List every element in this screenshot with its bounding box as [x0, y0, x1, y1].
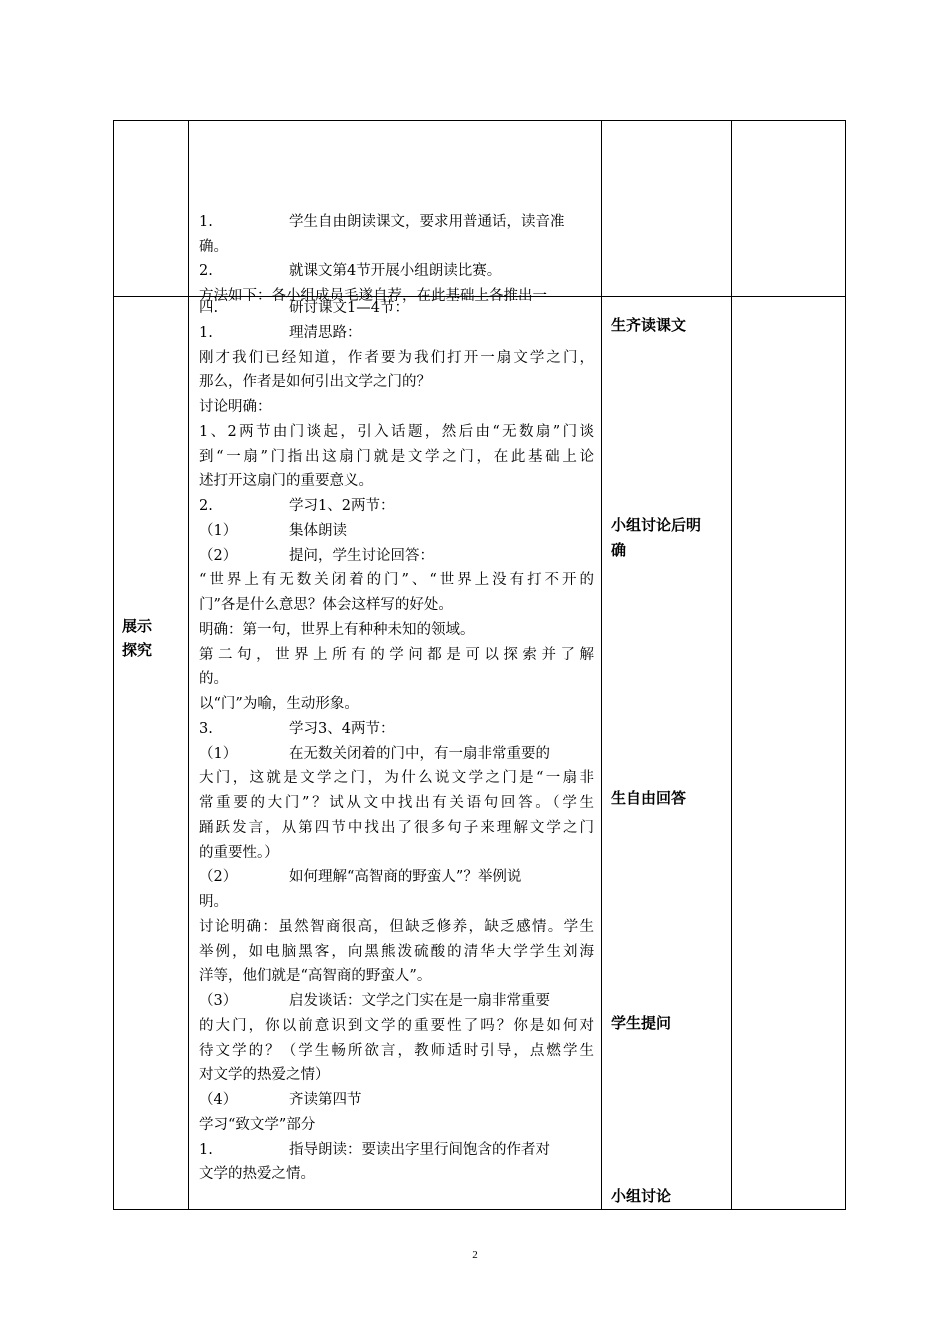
- activity-2: 小组讨论后明: [611, 516, 702, 534]
- line-text: 第二句，世界上所有的学问都是可以探索并了解: [199, 646, 594, 663]
- activity-5: 小组讨论: [611, 1187, 672, 1205]
- line-number: （1）: [199, 522, 238, 539]
- text-line: [199, 210, 594, 234]
- line-number: 2.: [199, 263, 213, 279]
- line-text: 学生自由朗读课文，要求用普通话，读音准: [289, 214, 565, 230]
- line-text: 的。: [199, 671, 228, 688]
- section-label-line1: 展示: [122, 617, 153, 635]
- text-line: [199, 989, 594, 1013]
- text-line: [199, 915, 594, 939]
- text-line: [199, 717, 594, 741]
- line-number: 四.: [199, 300, 219, 316]
- text-line: [199, 445, 594, 469]
- text-line: [199, 321, 594, 345]
- line-number: （2）: [199, 869, 238, 886]
- line-number: （2）: [199, 547, 238, 564]
- text-line: [199, 519, 594, 543]
- column-divider-2: [601, 120, 602, 1210]
- text-line: [199, 865, 594, 889]
- line-text: 学习1、2两节：: [289, 498, 395, 514]
- text-line: [199, 593, 594, 617]
- line-text: 启发谈话：文学之门实在是一扇非常重要: [289, 993, 550, 1009]
- line-text: 齐读第四节: [289, 1092, 362, 1108]
- text-line: [199, 742, 594, 766]
- text-line: [199, 964, 594, 988]
- section-label-line2: 探究: [122, 641, 153, 659]
- table-top-border: [113, 120, 846, 121]
- line-text: 文学的热爱之情。: [199, 1166, 315, 1183]
- line-number: （4）: [199, 1092, 238, 1108]
- text-line: [199, 1039, 594, 1063]
- line-text: 洋等，他们就是“高智商的野蛮人”。: [199, 968, 432, 985]
- line-text: 刚才我们已经知道，作者要为我们打开一扇文学之门，: [199, 349, 594, 366]
- line-text: 踊跃发言，从第四节中找出了很多句子来理解文学之门: [199, 819, 594, 836]
- line-text: “世界上有无数关闭着的门”、“世界上没有打不开的: [199, 572, 594, 589]
- activity-4: 学生提问: [611, 1014, 672, 1032]
- line-text: 到“一扇”门指出这扇门就是文学之门，在此基础上论: [199, 448, 594, 465]
- text-line: [199, 346, 594, 370]
- text-line: [199, 1113, 594, 1137]
- line-text: 大门，这就是文学之门，为什么说文学之门是“一扇非: [199, 770, 594, 787]
- text-line: [199, 791, 594, 815]
- text-line: [199, 568, 594, 592]
- text-line: [199, 395, 594, 419]
- text-line: [199, 816, 594, 840]
- line-text: 如何理解“高智商的野蛮人”？举例说: [289, 869, 522, 886]
- page-number: 2: [472, 1249, 478, 1261]
- text-line: [199, 1138, 594, 1162]
- line-text: 学习3、4两节：: [289, 720, 395, 737]
- line-text: 理清思路：: [289, 324, 362, 341]
- line-text: 明。: [199, 894, 228, 910]
- line-text: 举例，如电脑黑客，向黑熊泼硫酸的清华大学学生刘海: [199, 943, 594, 960]
- line-text: 讨论明确：: [199, 399, 272, 415]
- line-text: 提问，学生讨论回答：: [289, 547, 434, 564]
- line-text: 述打开这扇门的重要意义。: [199, 473, 373, 490]
- line-text: 研讨课文1—4节：: [289, 300, 409, 316]
- line-text: 方法如下：各小组成员毛遂自荐，在此基础上各推出一: [199, 287, 547, 304]
- line-text: 待文学的？（学生畅所欲言，教师适时引导，点燃学生: [199, 1042, 594, 1059]
- line-text: 指导朗读：要读出字里行间饱含的作者对: [289, 1141, 550, 1158]
- text-line: [199, 1014, 594, 1038]
- line-number: （3）: [199, 993, 238, 1009]
- text-line: [199, 235, 594, 259]
- line-number: （1）: [199, 745, 238, 762]
- line-text: 常重要的大门”？试从文中找出有关语句回答。（学生: [199, 795, 594, 811]
- section-label: [122, 614, 152, 662]
- column-divider-1: [188, 120, 189, 1210]
- text-line: [199, 841, 594, 865]
- column-divider-3: [731, 120, 732, 1210]
- line-text: 在无数关闭着的门中，有一扇非常重要的: [289, 745, 550, 762]
- text-line: [199, 1088, 594, 1112]
- table-bottom-border: [113, 1209, 846, 1210]
- text-line: [199, 259, 594, 283]
- text-line: [199, 766, 594, 790]
- text-line: [199, 940, 594, 964]
- line-text: 以“门”为喻，生动形象。: [199, 696, 359, 712]
- line-number: 2.: [199, 498, 213, 514]
- activity-2-cont: 确: [611, 541, 627, 559]
- line-number: 3.: [199, 720, 213, 737]
- text-line: [199, 469, 594, 493]
- line-text: 学习“致文学”部分: [199, 1116, 316, 1133]
- line-text: 明确：第一句，世界上有种种未知的领域。: [199, 621, 475, 638]
- table-right-border: [845, 120, 846, 1210]
- text-line: [199, 890, 594, 914]
- line-text: 1、2两节由门谈起，引入话题，然后由“无数扇”门谈: [199, 423, 594, 440]
- text-line: [199, 544, 594, 568]
- text-line: [199, 370, 594, 394]
- activity-3: 生自由回答: [611, 789, 687, 807]
- line-text: 对文学的热爱之情）: [199, 1067, 330, 1084]
- activity-1: 生齐读课文: [611, 316, 687, 334]
- text-line: [199, 420, 594, 444]
- table-left-border: [113, 120, 114, 1210]
- line-text: 门”各是什么意思？体会这样写的好处。: [199, 597, 453, 613]
- text-line: [199, 1063, 594, 1087]
- text-line: [199, 643, 594, 667]
- text-line: [199, 618, 594, 642]
- text-line: [199, 494, 594, 518]
- line-text: 确。: [199, 238, 228, 255]
- line-text: 的重要性。）: [199, 844, 279, 861]
- line-text: 就课文第4节开展小组朗读比赛。: [289, 263, 502, 279]
- line-text: 那么，作者是如何引出文学之门的？: [199, 374, 431, 391]
- line-text: 的大门，你以前意识到文学的重要性了吗？你是如何对: [199, 1017, 594, 1034]
- line-number: 1.: [199, 214, 213, 230]
- line-text: 讨论明确：虽然智商很高，但缺乏修养，缺乏感情。学生: [199, 918, 594, 935]
- line-number: 1.: [199, 324, 213, 341]
- line-number: 1.: [199, 1141, 213, 1158]
- text-line: [199, 1162, 594, 1186]
- text-line: [199, 667, 594, 691]
- line-text: 集体朗读: [289, 522, 347, 539]
- text-line: [199, 692, 594, 716]
- text-line: [199, 296, 594, 320]
